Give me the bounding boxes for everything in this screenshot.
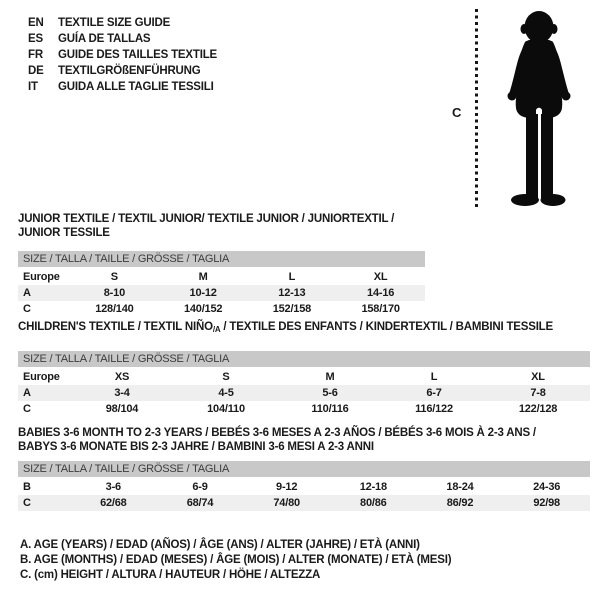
- table-row: [18, 269, 425, 285]
- table-cell: 18-24: [446, 481, 474, 493]
- table-title-part: / TEXTILE DES ENFANTS / KINDERTEXTIL / BAMBINI TESSILE: [220, 321, 553, 333]
- table-cell: 92/98: [533, 497, 560, 509]
- language-row: [28, 31, 217, 47]
- table-row: [18, 301, 425, 317]
- table-cell: 122/128: [518, 403, 558, 415]
- row-label: Europe: [23, 371, 60, 383]
- height-measure-dashed-line: [475, 9, 478, 207]
- size-header-bar: [18, 351, 590, 367]
- table-cell: 68/74: [186, 497, 214, 509]
- language-code: ES: [28, 33, 43, 45]
- table-cell: 5-6: [322, 387, 338, 399]
- language-code: IT: [28, 81, 38, 93]
- table-cell: XL: [373, 271, 388, 283]
- size-table-babies: [18, 426, 590, 511]
- table-title-part: CHILDREN'S TEXTILE / TEXTIL NIÑO: [18, 321, 213, 333]
- row-label: C: [23, 403, 31, 415]
- table-cell: L: [288, 271, 296, 283]
- table-cell: 158/170: [361, 303, 400, 315]
- table-title-line: BABYS 3-6 MONATE BIS 2-3 JAHRE / BAMBINI 3-6 MESI A 2-3 ANNI: [18, 441, 374, 453]
- language-row: [28, 15, 217, 31]
- table-cell: 9-12: [276, 481, 298, 493]
- footnotes: [20, 538, 451, 583]
- table-cell: 86/92: [446, 497, 474, 509]
- row-label: C: [23, 303, 31, 315]
- table-cell: 152/158: [272, 303, 312, 315]
- table-title-subscript: /A: [212, 325, 221, 334]
- row-label: A: [23, 287, 31, 299]
- footnote-a: A. AGE (YEARS) / EDAD (AÑOS) / ÂGE (ANS) / ALTER (JAHRE) / ETÀ (ANNI): [20, 539, 420, 551]
- table-cell: L: [430, 371, 438, 383]
- table-row: [18, 479, 590, 495]
- table-cell: 7-8: [530, 387, 546, 399]
- row-label: Europe: [23, 271, 60, 283]
- table-row: [18, 369, 590, 385]
- row-label: A: [23, 387, 31, 399]
- table-cell: 8-10: [103, 287, 125, 299]
- language-row: [28, 79, 217, 95]
- size-table-junior: [18, 212, 425, 317]
- table-cell: 14-16: [367, 287, 395, 299]
- table-cell: 74/80: [273, 497, 300, 509]
- language-code: EN: [28, 17, 44, 29]
- language-row: [28, 47, 217, 63]
- table-cell: XS: [114, 371, 130, 383]
- table-cell: 140/152: [183, 303, 223, 315]
- table-cell: S: [222, 371, 230, 383]
- table-cell: 116/122: [415, 403, 453, 415]
- size-header-label: SIZE / TALLA / TAILLE / GRÖSSE / TAGLIA: [23, 463, 230, 475]
- table-cell: 62/68: [100, 497, 127, 509]
- size-header-label: SIZE / TALLA / TAILLE / GRÖSSE / TAGLIA: [23, 353, 230, 365]
- size-table-children: [18, 320, 590, 417]
- table-cell: 10-12: [189, 287, 217, 299]
- language-title: GUIDA ALLE TAGLIE TESSILI: [58, 81, 214, 93]
- language-title: TEXTILGRÖßENFÜHRUNG: [58, 65, 201, 77]
- table-row: [18, 495, 590, 511]
- table-cell: 98/104: [105, 403, 139, 415]
- table-cell: 24-36: [533, 481, 561, 493]
- table-cell: 80/86: [360, 497, 387, 509]
- table-cell: 6-7: [426, 387, 442, 399]
- table-cell: M: [325, 371, 335, 383]
- language-code: DE: [28, 65, 44, 77]
- language-title: TEXTILE SIZE GUIDE: [58, 17, 171, 29]
- table-cell: S: [110, 271, 118, 283]
- footnote-c: C. (cm) HEIGHT / ALTURA / HAUTEUR / HÖHE / ALTEZZA: [20, 569, 321, 581]
- language-guide: [28, 15, 217, 95]
- size-header-label: SIZE / TALLA / TAILLE / GRÖSSE / TAGLIA: [23, 253, 230, 265]
- size-header-bar: [18, 251, 425, 267]
- table-cell: 12-18: [359, 481, 387, 493]
- toddler-silhouette: [487, 8, 591, 208]
- row-label: B: [23, 481, 31, 493]
- table-cell: 3-6: [105, 481, 121, 493]
- language-title: GUÍA DE TALLAS: [58, 33, 151, 45]
- table-cell: 3-4: [114, 387, 130, 399]
- table-cell: 12-13: [278, 287, 306, 299]
- row-label: C: [23, 497, 31, 509]
- size-header-bar: [18, 461, 590, 477]
- table-cell: 4-5: [218, 387, 234, 399]
- measure-label-c: C: [452, 105, 462, 120]
- table-cell: XL: [531, 371, 545, 383]
- table-row: [18, 285, 425, 301]
- table-cell: 128/140: [95, 303, 134, 315]
- table-cell: M: [198, 271, 208, 283]
- language-title: GUIDE DES TAILLES TEXTILE: [58, 49, 217, 61]
- language-row: [28, 63, 217, 79]
- table-row: [18, 401, 590, 417]
- table-title: [18, 426, 590, 454]
- table-row: [18, 385, 590, 401]
- table-cell: 6-9: [192, 481, 208, 493]
- table-title: [18, 320, 590, 337]
- table-cell: 104/110: [207, 403, 245, 415]
- table-title: JUNIOR TEXTILE / TEXTIL JUNIOR/ TEXTILE JUNIOR / JUNIORTEXTIL / JUNIOR TESSILE: [18, 213, 395, 239]
- table-title-line: BABIES 3-6 MONTH TO 2-3 YEARS / BEBÉS 3-6 MESES A 2-3 AÑOS / BÉBÉS 3-6 MOIS À 2-3 ANS /: [18, 427, 536, 439]
- language-code: FR: [28, 49, 43, 61]
- table-cell: 110/116: [311, 403, 349, 415]
- footnote-b: B. AGE (MONTHS) / EDAD (MESES) / ÂGE (MOIS) / ALTER (MONATE) / ETÀ (MESI): [20, 554, 452, 566]
